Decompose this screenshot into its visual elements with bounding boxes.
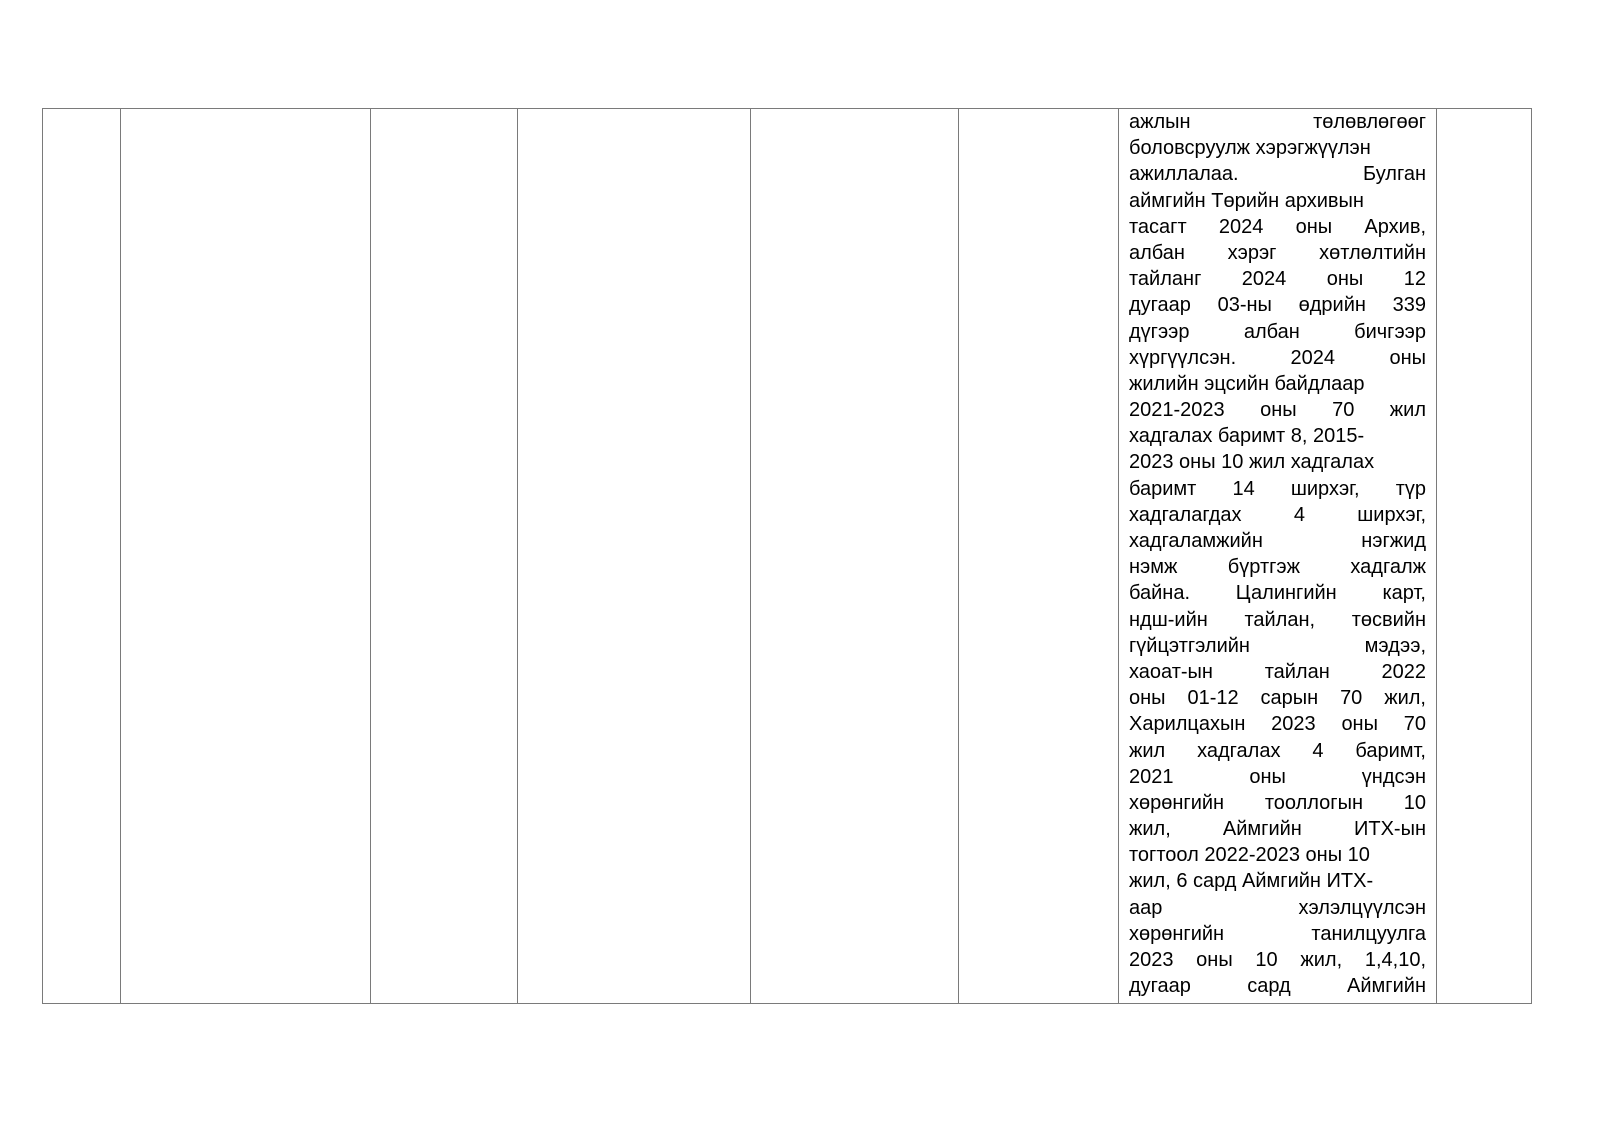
report-line: тасагт 2024 оны Архив, <box>1129 215 1426 238</box>
table-cell-notes <box>1437 109 1532 1004</box>
report-line: хөрөнгийн тооллогын 10 <box>1129 791 1426 814</box>
report-line: дугаар сард Аймгийн <box>1129 975 1426 998</box>
report-line: албан хэрэг хөтлөлтийн <box>1129 241 1426 264</box>
report-line: аар хэлэлцүүлсэн <box>1129 896 1426 919</box>
report-line: 2021-2023 оны 70 жил <box>1129 399 1426 422</box>
report-table <box>42 108 1532 1004</box>
table-cell-col-3 <box>371 109 518 1004</box>
report-line: тогтоол 2022-2023 оны 10 <box>1129 844 1370 867</box>
report-line: 2021 оны үндсэн <box>1129 765 1426 788</box>
report-line: ажлын төлөвлөгөөг <box>1129 111 1426 133</box>
report-line: жил, 6 сард Аймгийн ИТХ- <box>1129 870 1374 893</box>
report-line: хадгалах баримт 8, 2015- <box>1129 425 1365 448</box>
report-line: Харилцахын 2023 оны 70 <box>1129 713 1426 736</box>
report-line: оны 01-12 сарын 70 жил, <box>1129 687 1426 710</box>
report-line: хүргүүлсэн. 2024 оны <box>1129 346 1426 369</box>
report-line: хадгаламжийн нэгжид <box>1129 530 1426 552</box>
report-line: байна. Цалингийн карт, <box>1129 582 1426 605</box>
report-line: тайланг 2024 оны 12 <box>1129 268 1426 291</box>
table-cell-report <box>1119 109 1437 1004</box>
table-cell-number <box>43 109 121 1004</box>
table-cell-activity <box>121 109 371 1004</box>
report-line: гүйцэтгэлийн мэдээ, <box>1129 634 1426 657</box>
report-line: жил, Аймгийн ИТХ-ын <box>1129 818 1426 841</box>
report-line: ндш-ийн тайлан, төсвийн <box>1129 608 1426 631</box>
report-line: дүгээр албан бичгээр <box>1129 320 1426 343</box>
report-line: жилийн эцсийн байдлаар <box>1129 372 1365 395</box>
report-line: ажиллалаа. Булган <box>1129 163 1426 186</box>
report-line: 2023 оны 10 жил, 1,4,10, <box>1129 949 1426 971</box>
report-line: хөрөнгийн танилцуулга <box>1129 922 1426 945</box>
table-cell-col-5 <box>751 109 959 1004</box>
table-cell-col-4 <box>518 109 751 1004</box>
table-row <box>43 109 1532 1004</box>
report-line: боловсруулж хэрэгжүүлэн <box>1129 137 1371 160</box>
report-line: хадгалагдах 4 ширхэг, <box>1129 503 1426 526</box>
report-line: жил хадгалах 4 баримт, <box>1129 739 1426 762</box>
report-line: нэмж бүртгэж хадгалж <box>1129 556 1426 579</box>
table-cell-col-6 <box>959 109 1119 1004</box>
report-line: баримт 14 ширхэг, түр <box>1129 477 1426 500</box>
report-line: аймгийн Төрийн архивын <box>1129 189 1364 212</box>
report-line: дугаар 03-ны өдрийн 339 <box>1129 294 1426 317</box>
report-line: хаоат-ын тайлан 2022 <box>1129 660 1426 683</box>
report-line: 2023 оны 10 жил хадгалах <box>1129 451 1375 474</box>
